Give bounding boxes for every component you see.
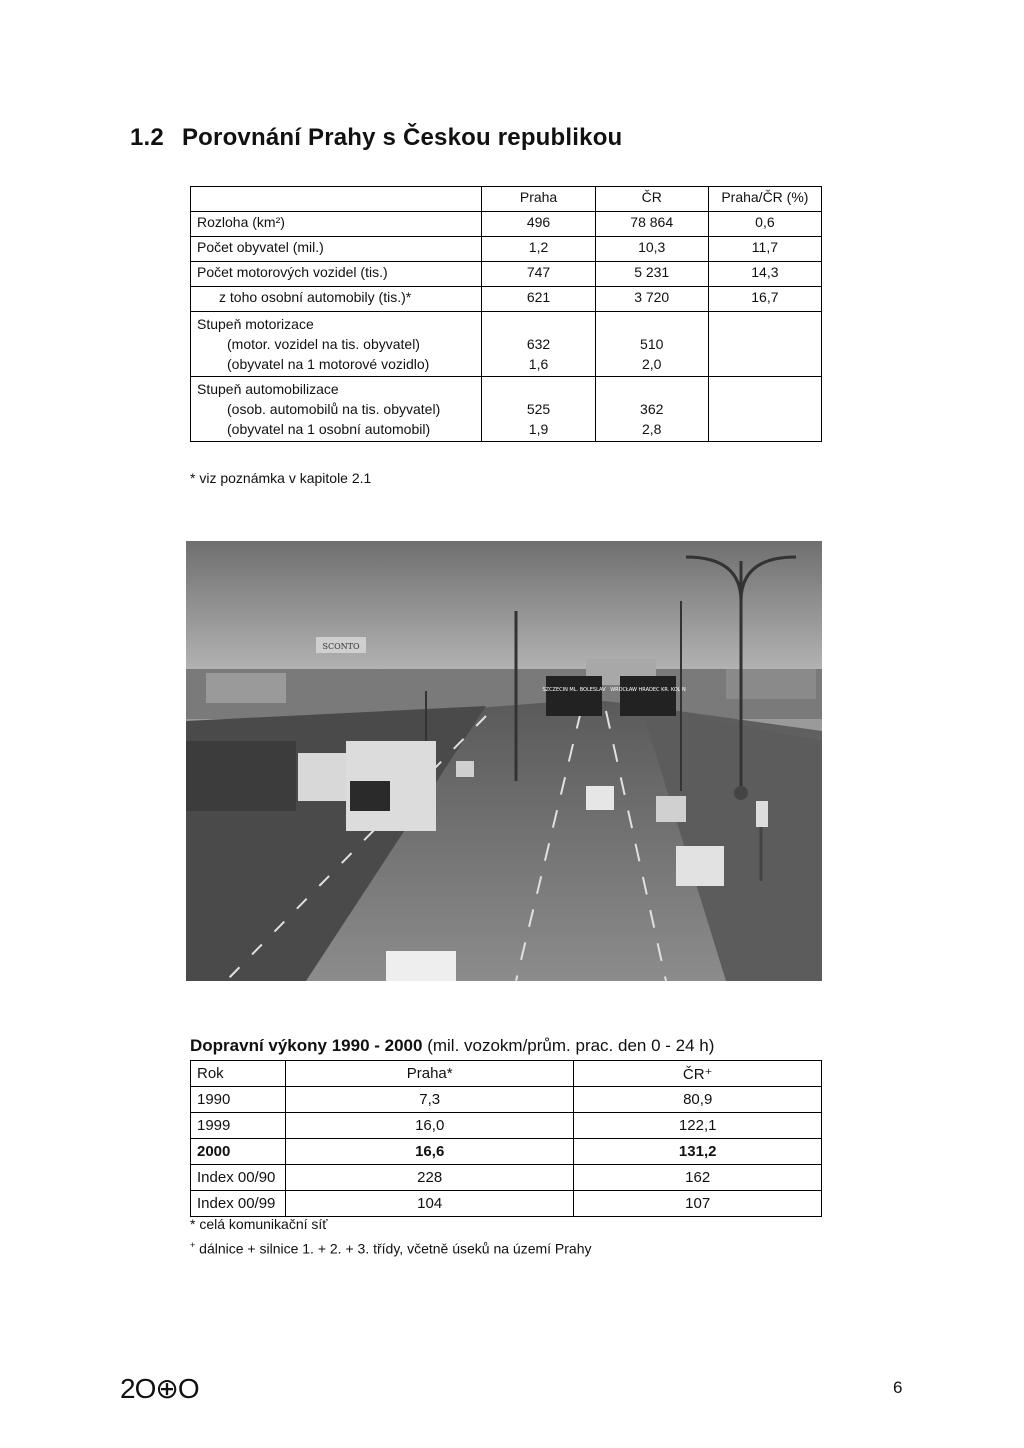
cell-cr: 162 — [574, 1165, 822, 1191]
cell-ratio — [708, 377, 821, 442]
table2-footnote-2 — [190, 1240, 592, 1257]
cell-praha — [482, 377, 595, 442]
table-row — [191, 1165, 822, 1191]
cell-cr: 80,9 — [574, 1087, 822, 1113]
cell-praha: 16,6 — [286, 1139, 574, 1165]
cell-cr: 122,1 — [574, 1113, 822, 1139]
row-label-text: z toho osobní automobily (tis.)* — [219, 289, 412, 305]
cell-cr: 5 231 — [595, 262, 708, 287]
cell-year: 1990 — [191, 1087, 286, 1113]
cell-cr: 131,2 — [574, 1139, 822, 1165]
group-title: Stupeň motorizace — [197, 316, 314, 332]
cell-cr: 3 720 — [595, 287, 708, 312]
cell-cr: 78 864 — [595, 212, 708, 237]
cell-year: 2000 — [191, 1139, 286, 1165]
cell-year: Index 00/99 — [191, 1191, 286, 1217]
highway-photo — [186, 541, 822, 981]
row-label: Rozloha (km²) — [191, 212, 482, 237]
header-cell-year: Rok — [191, 1061, 286, 1087]
footnote-text: dálnice + silnice 1. + 2. + 3. třídy, včetně úseků na území Prahy — [195, 1240, 592, 1257]
value: 510 — [640, 336, 664, 352]
table2-title-bold: Dopravní výkony 1990 - 2000 — [190, 1036, 423, 1055]
header-cell-praha: Praha* — [286, 1061, 574, 1087]
cell-praha: 1,2 — [482, 237, 595, 262]
table-row — [191, 212, 822, 237]
cell-cr: 107 — [574, 1191, 822, 1217]
cell-praha: 7,3 — [286, 1087, 574, 1113]
header-cell-cr: ČR — [595, 187, 708, 212]
sub-label: (motor. vozidel na tis. obyvatel) — [227, 336, 420, 352]
cell-cr — [595, 312, 708, 377]
table2-title-unit: (mil. vozokm/prům. prac. den 0 - 24 h) — [422, 1036, 715, 1055]
group-title: Stupeň automobilizace — [197, 381, 339, 397]
value: 2,0 — [641, 356, 662, 372]
table-row — [191, 1087, 822, 1113]
cell-ratio: 14,3 — [708, 262, 821, 287]
cell-praha: 747 — [482, 262, 595, 287]
table-row — [191, 1191, 822, 1217]
cell-ratio: 0,6 — [708, 212, 821, 237]
row-label — [191, 312, 482, 377]
value: 1,9 — [528, 421, 549, 437]
cell-praha: 16,0 — [286, 1113, 574, 1139]
table-header-row — [191, 187, 822, 212]
road-sign-2: WROCŁAW HRADEC KR. KOLÍN — [610, 687, 686, 693]
sub-label: (osob. automobilů na tis. obyvatel) — [227, 401, 441, 417]
page-title — [130, 124, 622, 152]
cell-ratio: 16,7 — [708, 287, 821, 312]
row-label: Počet obyvatel (mil.) — [191, 237, 482, 262]
table-row — [191, 262, 822, 287]
cell-praha: 104 — [286, 1191, 574, 1217]
table-row — [191, 1113, 822, 1139]
table-row — [191, 237, 822, 262]
section-number: 1.2 — [130, 124, 164, 151]
header-cell-empty — [191, 187, 482, 212]
road-sign-1: SZCZECIN ML. BOLESLAV — [542, 687, 606, 693]
row-label — [191, 287, 482, 312]
table-row — [191, 1139, 822, 1165]
comparison-table — [190, 186, 822, 442]
table-header-row — [191, 1061, 822, 1087]
table-row — [191, 287, 822, 312]
value: 1,6 — [528, 356, 549, 372]
footnote-mark: + — [190, 1240, 196, 1250]
row-label — [191, 377, 482, 442]
table-row — [191, 312, 822, 377]
table2-footnote-1: * celá komunikační síť — [190, 1216, 328, 1232]
cell-year: 1999 — [191, 1113, 286, 1139]
cell-praha: 621 — [482, 287, 595, 312]
logo: 2O⊕O — [120, 1373, 199, 1404]
row-label: Počet motorových vozidel (tis.) — [191, 262, 482, 287]
section-title: Porovnání Prahy s Českou republikou — [181, 124, 623, 151]
table2-title — [190, 1036, 714, 1056]
cell-year: Index 00/90 — [191, 1165, 286, 1191]
cell-praha: 496 — [482, 212, 595, 237]
cell-ratio: 11,7 — [708, 237, 821, 262]
sub-label: (obyvatel na 1 motorové vozidlo) — [227, 356, 430, 372]
header-cell-praha: Praha — [482, 187, 595, 212]
sub-label: (obyvatel na 1 osobní automobil) — [227, 421, 431, 437]
cell-cr: 10,3 — [595, 237, 708, 262]
traffic-table — [190, 1060, 822, 1217]
cell-ratio — [708, 312, 821, 377]
highway-photo-illustration — [186, 541, 822, 981]
store-sign: SCONTO — [322, 642, 360, 651]
cell-praha — [482, 312, 595, 377]
value: 632 — [526, 336, 551, 352]
cell-praha: 228 — [286, 1165, 574, 1191]
page-number: 6 — [893, 1378, 903, 1397]
header-cell-cr: ČR⁺ — [574, 1061, 822, 1087]
cell-cr — [595, 377, 708, 442]
value: 525 — [526, 401, 551, 417]
table-row — [191, 377, 822, 442]
table-footnote: * viz poznámka v kapitole 2.1 — [190, 470, 372, 486]
header-cell-ratio: Praha/ČR (%) — [708, 187, 821, 212]
value: 362 — [640, 401, 664, 417]
value: 2,8 — [641, 421, 662, 437]
